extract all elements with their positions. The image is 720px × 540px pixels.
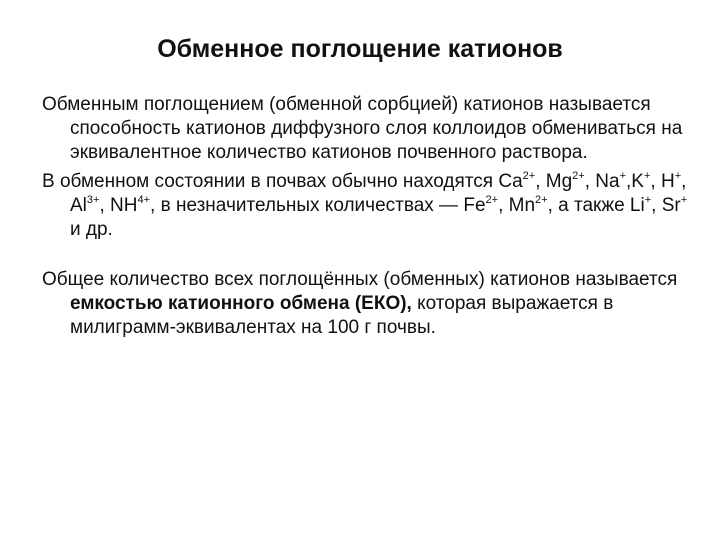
ion-charge: + (680, 194, 688, 206)
ion-separator: , (498, 195, 509, 216)
ion-separator: , (650, 171, 661, 192)
ion-charge: + (674, 170, 682, 182)
ion-symbol: Fe (463, 195, 486, 216)
ion-symbol: Ca (498, 171, 523, 192)
ion-separator: , (99, 195, 111, 216)
ion-separator: , (681, 171, 687, 192)
paragraph-exchange-cations (42, 170, 692, 242)
ion-list-minor (463, 195, 547, 216)
ion-list-also (630, 195, 687, 216)
ion-symbol: Al (70, 195, 87, 216)
ion-charge: + (643, 170, 651, 182)
paragraph-middle: , в незначительных количествах — (150, 195, 464, 216)
capacity-lead: Общее количество всех поглощённых (обменных) катионов называется (42, 269, 678, 290)
ion-symbol: NH (110, 195, 138, 216)
ion-charge: 3+ (86, 194, 100, 206)
slide-title: Обменное поглощение катионов (157, 35, 563, 63)
ion-charge: + (619, 170, 626, 182)
paragraph-definition: Обменным поглощением (обменной сорбцией) катионов называется способность катионов диффузного слоя коллоидов обмениваться на эквивалентное количество катионов почвенного раствора. (42, 94, 683, 163)
slide-body (42, 93, 692, 340)
ion-symbol: Na (595, 171, 620, 192)
ion-separator: , (535, 171, 546, 192)
ion-symbol: Sr (661, 195, 681, 216)
ion-separator: , (584, 171, 596, 192)
paragraph-lead: В обменном состоянии в почвах обычно находятся (42, 171, 499, 192)
ion-charge: 4+ (137, 194, 151, 206)
ion-charge: 2+ (485, 194, 499, 206)
ion-charge: 2+ (522, 170, 536, 182)
paragraph-tail: и др. (70, 219, 113, 240)
paragraph-also: , а также (547, 195, 630, 216)
ion-symbol: K (631, 171, 644, 192)
ion-separator: , (626, 171, 632, 192)
ion-charge: + (644, 194, 652, 206)
ion-separator: , (651, 195, 662, 216)
ion-symbol: Mg (545, 171, 573, 192)
ion-symbol: H (660, 171, 675, 192)
ion-charge: 2+ (572, 170, 585, 182)
ion-symbol: Li (629, 195, 645, 216)
paragraph-capacity (42, 268, 692, 340)
capacity-term: емкостью катионного обмена (ЕКО), (70, 293, 412, 314)
capacity-tail: которая выражается в милиграмм-эквивалентах на 100 г почвы. (70, 293, 614, 338)
ion-charge: 2+ (535, 194, 548, 206)
ion-symbol: Mn (508, 195, 536, 216)
